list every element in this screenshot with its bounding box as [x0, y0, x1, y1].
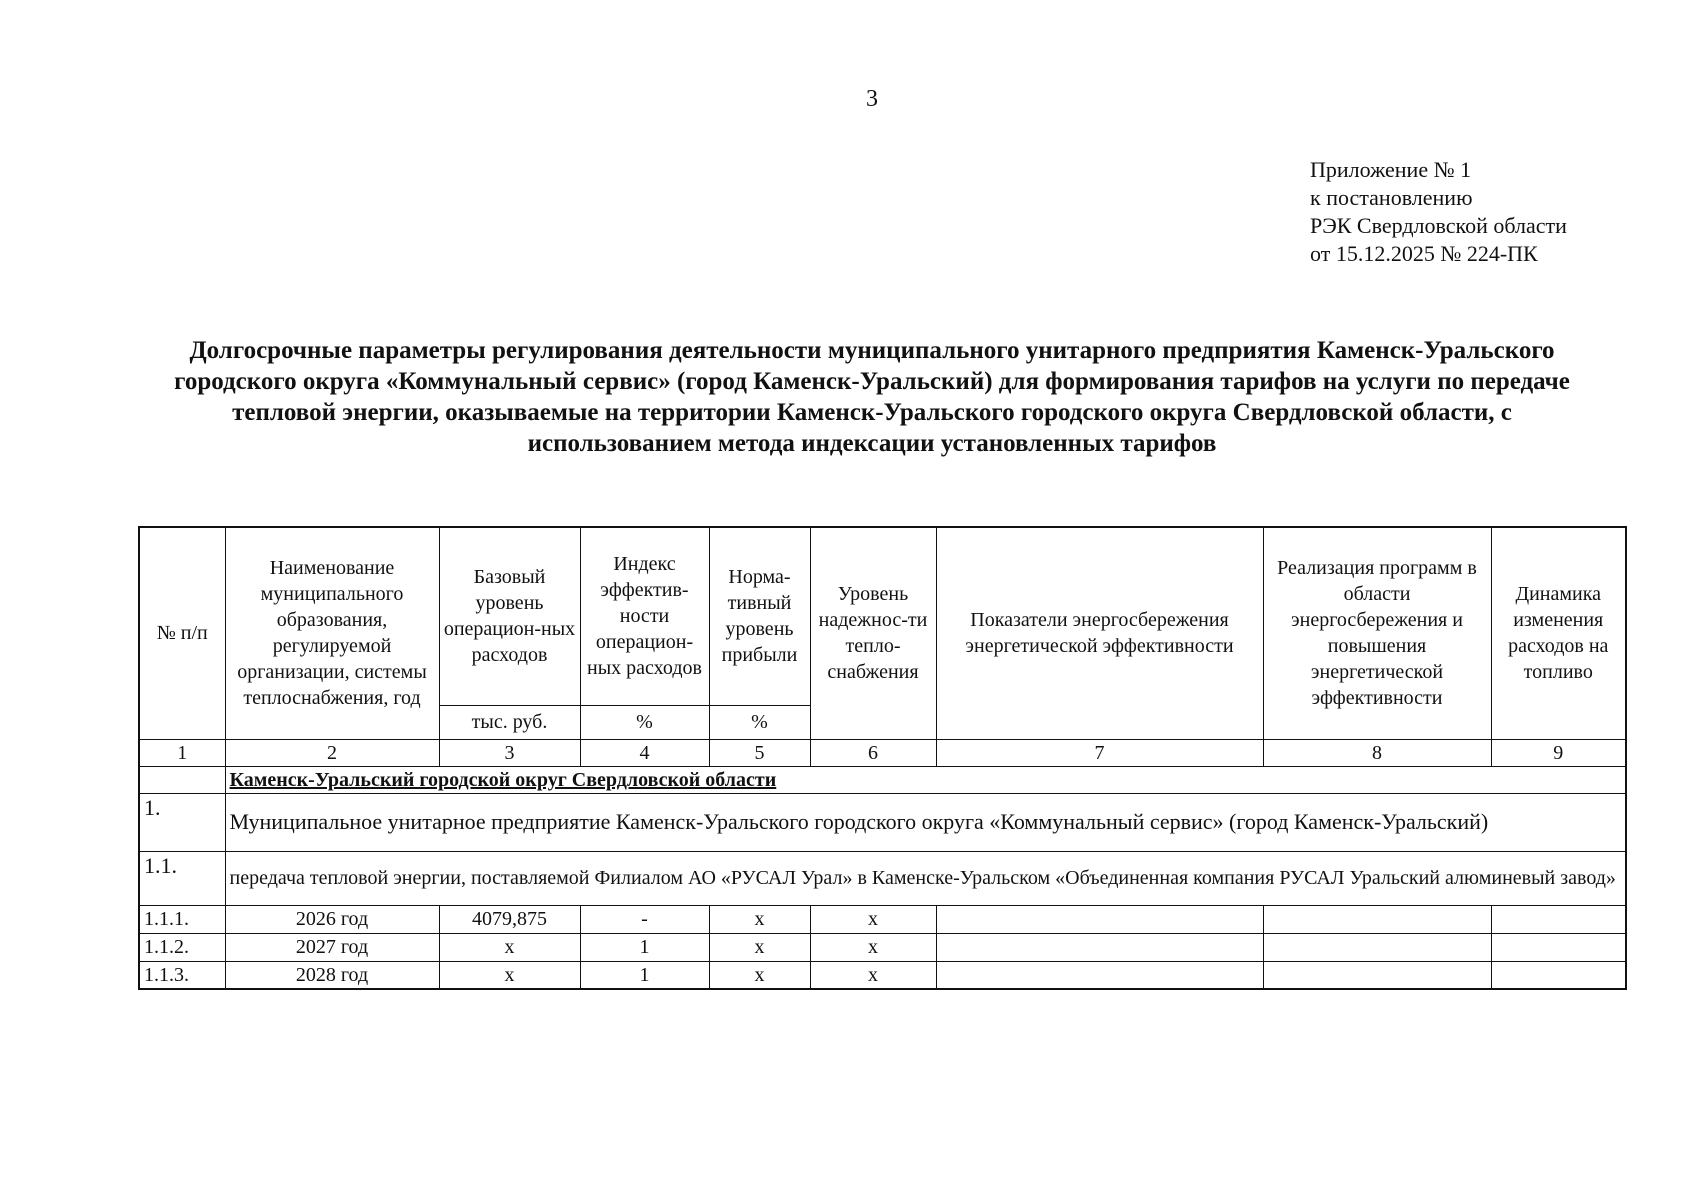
organization-row: [139, 793, 1626, 851]
row-number: 1.1.1.: [139, 905, 225, 933]
table-row: [139, 933, 1626, 961]
table-row: [139, 961, 1626, 989]
column-number: 1: [139, 739, 225, 766]
municipality-name: Каменск-Уральский городской округ Свердловской области: [225, 766, 1626, 793]
row-energy: [936, 933, 1263, 961]
row-year: 2028 год: [225, 961, 439, 989]
row-number: 1.: [139, 793, 225, 851]
row-number: 1.1.3.: [139, 961, 225, 989]
row-profit: x: [709, 933, 810, 961]
row-reliability: x: [810, 933, 936, 961]
column-number: 3: [439, 739, 580, 766]
header-cell-name: Наименование муниципального образования, регулируемой организации, системы теплоснабжения, год: [225, 527, 439, 739]
appendix-line: Приложение № 1: [1310, 157, 1472, 182]
row-fuel: [1491, 905, 1626, 933]
municipality-row: [139, 766, 1626, 793]
parameters-table: [138, 526, 1627, 990]
page-number: 3: [866, 86, 878, 112]
header-cell-reliability: Уровень надежнос-ти тепло-снабжения: [810, 527, 936, 739]
unit-cell: %: [709, 705, 810, 739]
row-fuel: [1491, 961, 1626, 989]
column-number: 9: [1491, 739, 1626, 766]
column-number-row: [139, 739, 1626, 766]
unit-cell: %: [580, 705, 709, 739]
row-programs: [1263, 961, 1491, 989]
header-cell-energy-saving: Показатели энергосбережения энергетической эффективности: [936, 527, 1263, 739]
header-cell-base: Базовый уровень операцион-ных расходов: [439, 527, 580, 705]
empty-cell: [139, 766, 225, 793]
appendix-block: [1310, 156, 1567, 268]
appendix-line: РЭК Свердловской области: [1310, 213, 1567, 238]
header-cell-fuel: Динамика изменения расходов на топливо: [1491, 527, 1626, 739]
row-reliability: x: [810, 961, 936, 989]
row-year: 2027 год: [225, 933, 439, 961]
column-number: 6: [810, 739, 936, 766]
organization-name: Муниципальное унитарное предприятие Каменск-Уральского городского округа «Коммунальный сервис» (город Каменск-Уральский): [225, 793, 1626, 851]
appendix-line: от 15.12.2025 № 224-ПК: [1310, 241, 1538, 266]
row-programs: [1263, 905, 1491, 933]
document-title: Долгосрочные параметры регулирования деятельности муниципального унитарного предприятия Каменск-Уральского городского округа «Коммунальный сервис» (город Каменск-Уральский) для формирования тарифов на услуги по передаче тепловой энергии, оказываемые на территории Каменск-Уральского городского округа Свердловской области, с использованием метода индексации установленных тарифов: [174, 337, 1570, 457]
row-index: -: [580, 905, 709, 933]
row-base: x: [439, 961, 580, 989]
service-name: передача тепловой энергии, поставляемой Филиалом АО «РУСАЛ Урал» в Каменске-Уральском «Объединенная компания РУСАЛ Уральский алюминевый завод»: [225, 851, 1626, 905]
column-number: 7: [936, 739, 1263, 766]
header-row: [139, 527, 1626, 705]
row-reliability: x: [810, 905, 936, 933]
row-base: 4079,875: [439, 905, 580, 933]
table-row: [139, 905, 1626, 933]
row-profit: x: [709, 905, 810, 933]
unit-cell: тыс. руб.: [439, 705, 580, 739]
service-row: [139, 851, 1626, 905]
column-number: 4: [580, 739, 709, 766]
column-number: 8: [1263, 739, 1491, 766]
header-cell-num: № п/п: [139, 527, 225, 739]
row-year: 2026 год: [225, 905, 439, 933]
column-number: 2: [225, 739, 439, 766]
row-number: 1.1.2.: [139, 933, 225, 961]
header-cell-programs: Реализация программ в области энергосбережения и повышения энергетической эффективности: [1263, 527, 1491, 739]
row-base: x: [439, 933, 580, 961]
row-profit: x: [709, 961, 810, 989]
row-number: 1.1.: [139, 851, 225, 905]
row-energy: [936, 905, 1263, 933]
column-number: 5: [709, 739, 810, 766]
row-fuel: [1491, 933, 1626, 961]
header-cell-index: Индекс эффектив-ности операцион-ных расходов: [580, 527, 709, 705]
row-energy: [936, 961, 1263, 989]
row-programs: [1263, 933, 1491, 961]
appendix-line: к постановлению: [1310, 185, 1473, 210]
row-index: 1: [580, 933, 709, 961]
row-index: 1: [580, 961, 709, 989]
header-cell-profit: Норма-тивный уровень прибыли: [709, 527, 810, 705]
